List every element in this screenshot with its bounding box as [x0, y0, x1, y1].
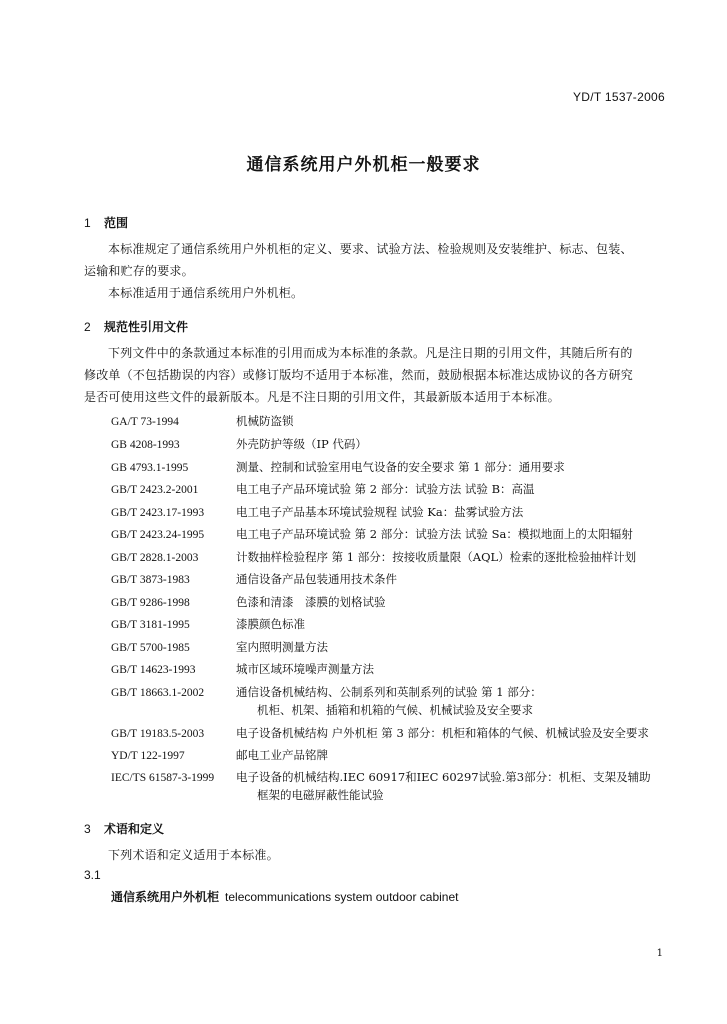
reference-row — [111, 482, 671, 498]
reference-id: GB/T 3873-1983 — [111, 574, 190, 586]
page-number: 1 — [656, 948, 663, 959]
reference-title: 机械防盗锁 — [236, 414, 294, 428]
reference-id: GB/T 9286-1998 — [111, 597, 190, 609]
reference-row — [111, 505, 671, 521]
reference-id: GB/T 2423.17-1993 — [111, 507, 205, 519]
document-code: YD/T 1537-2006 — [572, 90, 665, 104]
reference-id: GB/T 18663.1-2002 — [111, 687, 205, 699]
reference-id: IEC/TS 61587-3-1999 — [111, 772, 215, 784]
reference-title: 室内照明测量方法 — [236, 640, 328, 654]
reference-title-continuation: 机柜、机架、插箱和机箱的气候、机械试验及安全要求 — [257, 703, 533, 717]
reference-row — [111, 550, 671, 566]
reference-title: 电子设备机械结构 户外机柜 第 3 部分：机柜和箱体的气候、机械试验及安全要求 — [236, 726, 649, 740]
reference-id: GB/T 2423.24-1995 — [111, 529, 205, 541]
term-number: 3.1 — [84, 868, 101, 882]
reference-row — [111, 617, 671, 633]
reference-id: GA/T 73-1994 — [111, 416, 179, 428]
reference-title: 计数抽样检验程序 第 1 部分：按接收质量限（AQL）检索的逐批检验抽样计划 — [236, 550, 637, 564]
section-3-paragraph — [84, 844, 662, 866]
term-chinese: 通信系统用户外机柜 — [111, 890, 220, 904]
reference-title: 电子设备的机械结构.IEC 60917和IEC 60297试验.第3部分：机柜、支架及辅助 — [236, 770, 651, 784]
text-line: 本标准适用于通信系统用户外机柜。 — [108, 286, 304, 300]
reference-id: GB 4793.1-1995 — [111, 462, 189, 474]
reference-title: 电工电子产品环境试验 第 2 部分：试验方法 试验 Sa：模拟地面上的太阳辐射 — [236, 527, 633, 541]
text-line: 本标准规定了通信系统用户外机柜的定义、要求、试验方法、检验规则及安装维护、标志、包装、 — [108, 242, 633, 256]
reference-row — [111, 685, 671, 701]
section-title: 规范性引用文件 — [104, 320, 189, 334]
term-english: telecommunications system outdoor cabinet — [225, 890, 459, 904]
reference-row — [111, 770, 671, 786]
section-3-heading — [84, 820, 164, 837]
reference-title: 电工电子产品环境试验 第 2 部分：试验方法 试验 B：高温 — [236, 482, 535, 496]
reference-title: 通信设备机械结构、公制系列和英制系列的试验 第 1 部分： — [236, 685, 542, 699]
reference-row — [111, 640, 671, 656]
reference-title: 城市区域环境噪声测量方法 — [236, 662, 374, 676]
reference-title: 电工电子产品基本环境试验规程 试验 Ka：盐雾试验方法 — [236, 505, 524, 519]
text-line: 运输和贮存的要求。 — [84, 264, 194, 278]
reference-row — [111, 662, 671, 678]
reference-id: GB/T 2828.1-2003 — [111, 552, 199, 564]
reference-row — [111, 726, 671, 742]
reference-id: GB 4208-1993 — [111, 439, 180, 451]
section-1-paragraph — [84, 238, 662, 304]
term-entry — [111, 888, 458, 905]
section-2-heading — [84, 318, 188, 335]
reference-title: 测量、控制和试验室用电气设备的安全要求 第 1 部分：通用要求 — [236, 460, 565, 474]
text-line: 下列文件中的条款通过本标准的引用而成为本标准的条款。凡是注日期的引用文件，其随后所有的 — [108, 346, 633, 360]
page-title: 通信系统用户外机柜一般要求 — [246, 155, 481, 175]
reference-title: 通信设备产品包装通用技术条件 — [236, 572, 397, 586]
reference-row — [111, 437, 671, 453]
reference-title-continuation: 框架的电磁屏蔽性能试验 — [257, 788, 384, 802]
reference-row — [111, 748, 671, 764]
section-number: 1 — [84, 216, 91, 230]
reference-id: GB/T 14623-1993 — [111, 664, 196, 676]
section-title: 术语和定义 — [104, 822, 165, 836]
reference-id: GB/T 3181-1995 — [111, 619, 190, 631]
section-number: 2 — [84, 320, 91, 334]
reference-row — [111, 414, 671, 430]
reference-id: YD/T 122-1997 — [111, 750, 185, 762]
reference-id: GB/T 2423.2-2001 — [111, 484, 199, 496]
reference-id: GB/T 19183.5-2003 — [111, 728, 205, 740]
text-line: 下列术语和定义适用于本标准。 — [108, 848, 279, 862]
section-title: 范围 — [104, 216, 129, 230]
reference-title: 外壳防护等级（IP 代码） — [236, 437, 367, 451]
reference-title: 邮电工业产品铭牌 — [236, 748, 328, 762]
reference-title: 色漆和清漆 漆膜的划格试验 — [236, 595, 386, 609]
reference-row — [111, 595, 671, 611]
reference-id: GB/T 5700-1985 — [111, 642, 190, 654]
section-number: 3 — [84, 822, 91, 836]
reference-row — [111, 572, 671, 588]
text-line: 是否可使用这些文件的最新版本。凡是不注日期的引用文件，其最新版本适用于本标准。 — [84, 390, 560, 404]
text-line: 修改单（不包括勘误的内容）或修订版均不适用于本标准，然而，鼓励根据本标准达成协议的各方研究 — [84, 368, 634, 382]
section-1-heading — [84, 214, 128, 231]
section-2-paragraph — [84, 342, 662, 408]
reference-title: 漆膜颜色标准 — [236, 617, 305, 631]
reference-row — [111, 527, 671, 543]
reference-row — [111, 460, 671, 476]
